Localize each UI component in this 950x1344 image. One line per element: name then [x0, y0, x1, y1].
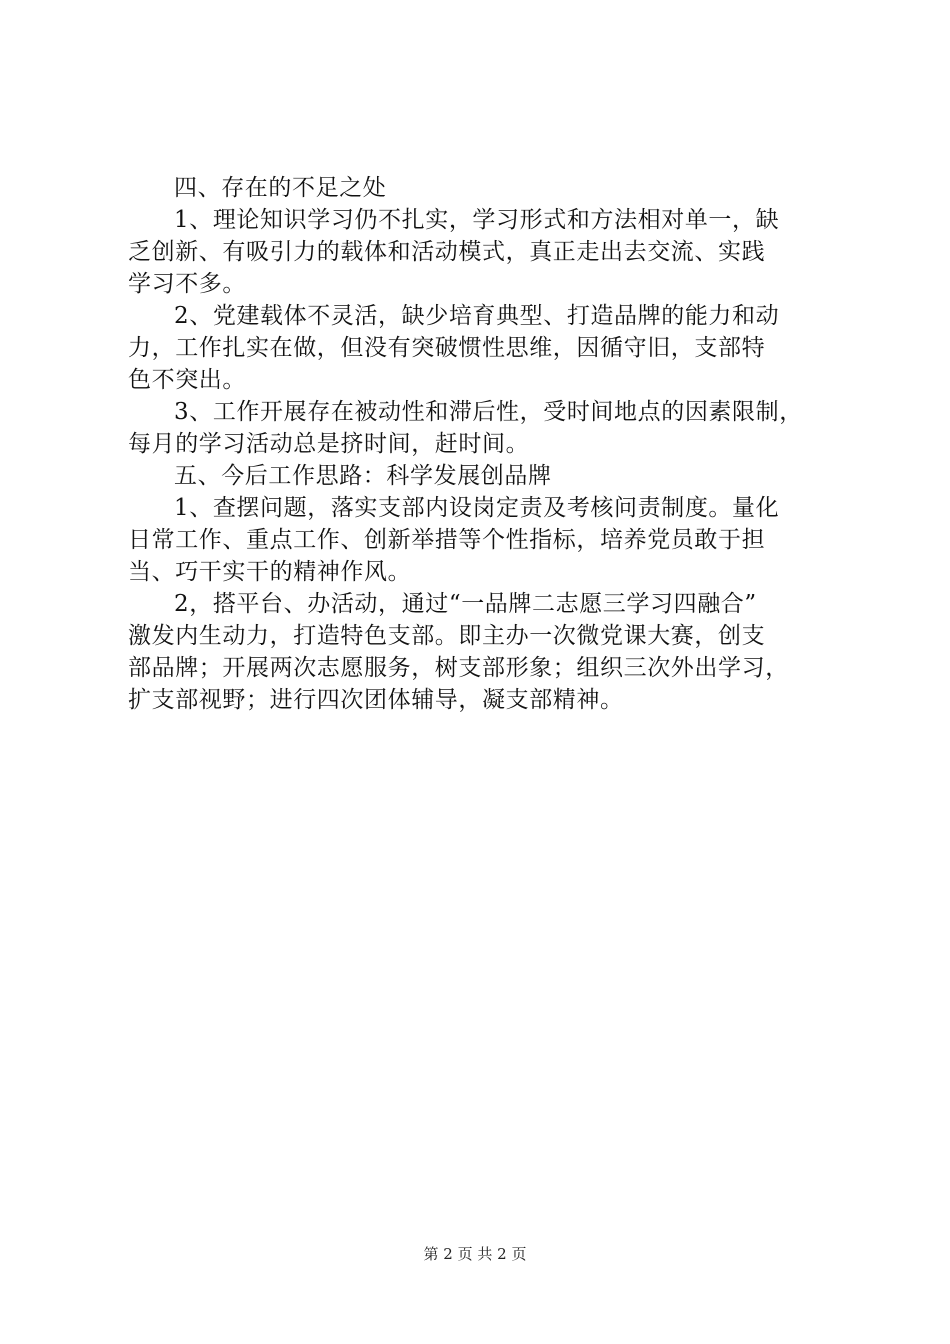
- paragraph-line: 3、工作开展存在被动性和滞后性，受时间地点的因素限制，: [174, 399, 803, 425]
- paragraph-line: 当、巧干实干的精神作风。: [128, 559, 412, 585]
- paragraph-line: 部品牌；开展两次志愿服务，树支部形象；组织三次外出学习，: [128, 655, 789, 681]
- paragraph-line: 1、理论知识学习仍不扎实，学习形式和方法相对单一，缺: [174, 207, 780, 233]
- page-number-footer: 第 2 页 共 2 页: [423, 1245, 527, 1263]
- section-heading-future-plan: 五、今后工作思路：科学发展创品牌: [174, 463, 552, 489]
- paragraph-line: 每月的学习活动总是挤时间，赶时间。: [128, 431, 530, 457]
- paragraph-line: 1、查摆问题，落实支部内设岗定责及考核问责制度。量化: [174, 495, 780, 521]
- paragraph-line: 色不突出。: [128, 367, 246, 393]
- paragraph-line: 2，搭平台、办活动，通过“一品牌二志愿三学习四融合”: [174, 591, 757, 617]
- paragraph-line: 力，工作扎实在做，但没有突破惯性思维，因循守旧，支部特: [128, 335, 766, 361]
- paragraph-line: 激发内生动力，打造特色支部。即主办一次微党课大赛，创支: [128, 623, 766, 649]
- paragraph-line: 日常工作、重点工作、创新举措等个性指标，培养党员敢于担: [128, 527, 766, 553]
- paragraph-line: 学习不多。: [128, 271, 246, 297]
- section-heading-shortcomings: 四、存在的不足之处: [174, 175, 387, 201]
- paragraph-line: 乏创新、有吸引力的载体和活动模式，真正走出去交流、实践: [128, 239, 766, 265]
- paragraph-line: 2、党建载体不灵活，缺少培育典型、打造品牌的能力和动: [174, 303, 780, 329]
- document-body: [128, 172, 828, 716]
- paragraph-line: 扩支部视野；进行四次团体辅导，凝支部精神。: [128, 687, 624, 713]
